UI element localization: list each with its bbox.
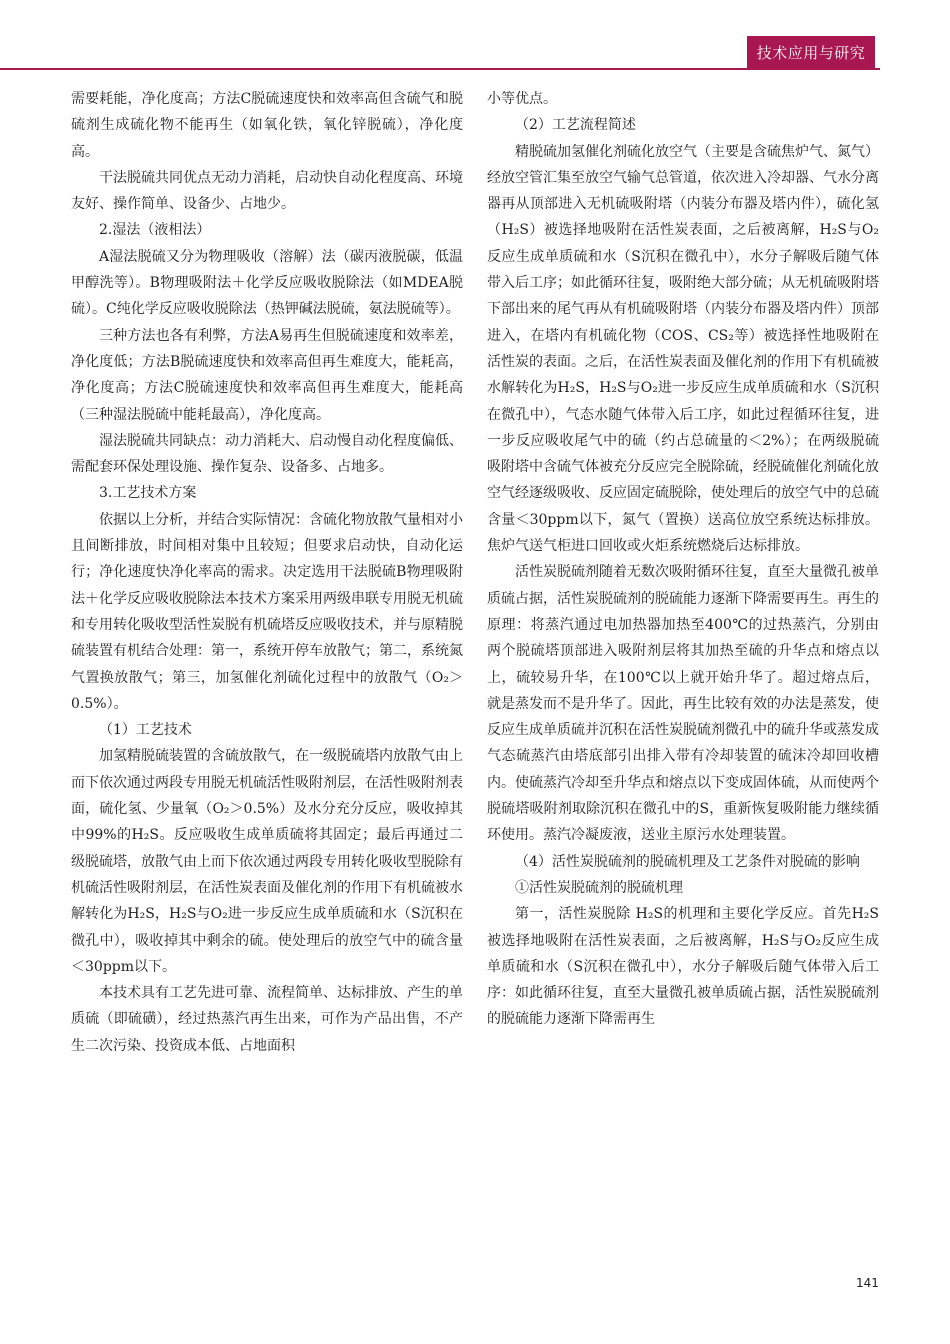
body-paragraph: 干法脱硫共同优点无动力消耗，启动快自动化程度高、环境友好、操作简单、设备少、占地少。 — [71, 169, 463, 213]
right-column — [487, 86, 879, 1033]
body-paragraph: 加氢精脱硫装置的含硫放散气，在一级脱硫塔内放散气由上而下依次通过两段专用脱无机硫活性吸附剂层，在活性吸附剂表面，硫化氢、少量氧（O₂＞0.5%）及水分充分反应，吸收掉其中99%的H₂S。反应吸收生成单质硫将其固定；最后再通过二级脱硫塔，放散气由上而下依次通过两段专用转化吸收型脱除有机硫活性吸附剂层，在活性炭表面及催化剂的作用下有机硫被水解转化为H₂S，H₂S与O₂进一步反应生成单质硫和水（S沉积在微孔中），吸收掉其中剩余的硫。使处理后的放空气中的硫含量＜30ppm以下。 — [71, 748, 463, 975]
body-paragraph: 湿法脱硫共同缺点：动力消耗大、启动慢自动化程度偏低、需配套环保处理设施、操作复杂、设备多、占地多。 — [71, 432, 463, 476]
section-heading: （2）工艺流程简述 — [515, 117, 636, 134]
section-heading: （1）工艺技术 — [99, 722, 192, 739]
section-heading: 3.工艺技术方案 — [99, 485, 197, 502]
body-paragraph: A湿法脱硫又分为物理吸收（溶解）法（碳丙液脱碳，低温甲醇洗等）。B物理吸附法＋化学反应吸收脱除法（如MDEA脱硫）。C纯化学反应吸收脱除法（热钾碱法脱硫，氨法脱硫等）。 — [71, 248, 463, 318]
body-paragraph: 本技术具有工艺先进可靠、流程简单、达标排放、产生的单质硫（即硫磺），经过热蒸汽再生出来，可作为产品出售，不产生二次污染、投资成本低、占地面积 — [71, 985, 463, 1054]
section-heading: 2.湿法（液相法） — [99, 222, 211, 239]
section-heading: ①活性炭脱硫剂的脱硫机理 — [515, 879, 683, 896]
page-number: 141 — [856, 1276, 879, 1290]
body-paragraph: 依据以上分析，并结合实际情况：含硫化物放散气量相对小且间断排放，时间相对集中且较短；但要求启动快，自动化运行；净化速度快净化率高的需求。决定选用干法脱硫B物理吸附法＋化学反应吸收脱除法本技术方案采用两级串联专用脱无机硫和专用转化吸收型活性炭脱有机硫塔反应吸收技术，并与原精脱硫装置有机结合处理：第一，系统开停车放散气；第二，系统氮气置换放散气；第三，加氢催化剂硫化过程中的放散气（O₂＞0.5%）。 — [71, 511, 463, 712]
body-paragraph: 小等优点。 — [487, 91, 557, 107]
left-column — [71, 86, 463, 1059]
section-tag: 技术应用与研究 — [747, 36, 875, 70]
body-paragraph: 精脱硫加氢催化剂硫化放空气（主要是含硫焦炉气、氮气）经放空管汇集至放空气输气总管道，依次进入冷却器、气水分离器再从顶部进入无机硫吸附塔（内装分布器及塔内件），硫化氢（H₂S）被选择地吸附在活性炭表面，之后被离解，H₂S与O₂反应生成单质硫和水（S沉积在微孔中），水分子解吸后随气体带入后工序；如此循环往复，吸附绝大部分硫；从无机硫吸附塔下部出来的尾气再从有机硫吸附塔（内装分布器及塔内件）顶部进入，在塔内有机硫化物（COS、CS₂等）被选择性地吸附在活性炭的表面。之后，在活性炭表面及催化剂的作用下有机硫被水解转化为H₂S，H₂S与O₂进一步反应生成单质硫和水（S沉积在微孔中），气态水随气体带入后工序，如此过程循环往复，进一步反应吸收尾气中的硫（约占总硫量的＜2%）；在两级脱硫吸附塔中含硫气体被充分反应完全脱除硫，经脱硫催化剂硫化放空气经逐级吸收、反应固定硫脱除，使处理后的放空气中的总硫含量＜30ppm以下，氮气（置换）送高位放空系统达标排放。焦炉气送气柜进口回收或火炬系统燃烧后达标排放。 — [487, 143, 879, 555]
body-paragraph: 活性炭脱硫剂随着无数次吸附循环往复，直至大量微孔被单质硫占据，活性炭脱硫剂的脱硫能力逐渐下降需要再生。再生的原理：将蒸汽通过电加热器加热至400℃的过热蒸汽，分别由两个脱硫塔顶部进入吸附剂层将其加热至硫的升华点和熔点以上，硫较易升华，在100℃以上就开始升华了。超过熔点后，就是蒸发而不是升华了。因此，再生比较有效的办法是蒸发，使反应生成单质硫并沉积在活性炭脱硫剂微孔中的硫升华或蒸发成气态硫蒸汽由塔底部引出排入带有冷却装置的硫沫冷却回收槽内。使硫蒸汽冷却至升华点和熔点以下变成固体硫，从而使两个脱硫塔吸附剂取除沉积在微孔中的S，重新恢复吸附能力继续循环使用。蒸汽冷凝废液，送业主原污水处理装置。 — [487, 564, 879, 844]
body-paragraph: 第一，活性炭脱除 H₂S的机理和主要化学反应。首先H₂S被选择地吸附在活性炭表面，之后被离解，H₂S与O₂反应生成单质硫和水（S沉积在微孔中），水分子解吸后随气体带入后工序：如此循环往复，直至大量微孔被单质硫占据，活性炭脱硫剂的脱硫能力逐渐下降需再生 — [487, 906, 879, 1028]
body-paragraph: 需要耗能，净化度高；方法C脱硫速度快和效率高但含硫气和脱硫剂生成硫化物不能再生（如氧化铁，氧化锌脱硫），净化度高。 — [71, 91, 463, 160]
section-heading: （4）活性炭脱硫剂的脱硫机理及工艺条件对脱硫的影响 — [515, 853, 860, 870]
body-paragraph: 三种方法也各有利弊，方法A易再生但脱硫速度和效率差，净化度低；方法B脱硫速度快和效率高但再生难度大，能耗高，净化度高；方法C脱硫速度快和效率高但再生难度大，能耗高（三种湿法脱硫中能耗最高），净化度高。 — [71, 327, 463, 423]
